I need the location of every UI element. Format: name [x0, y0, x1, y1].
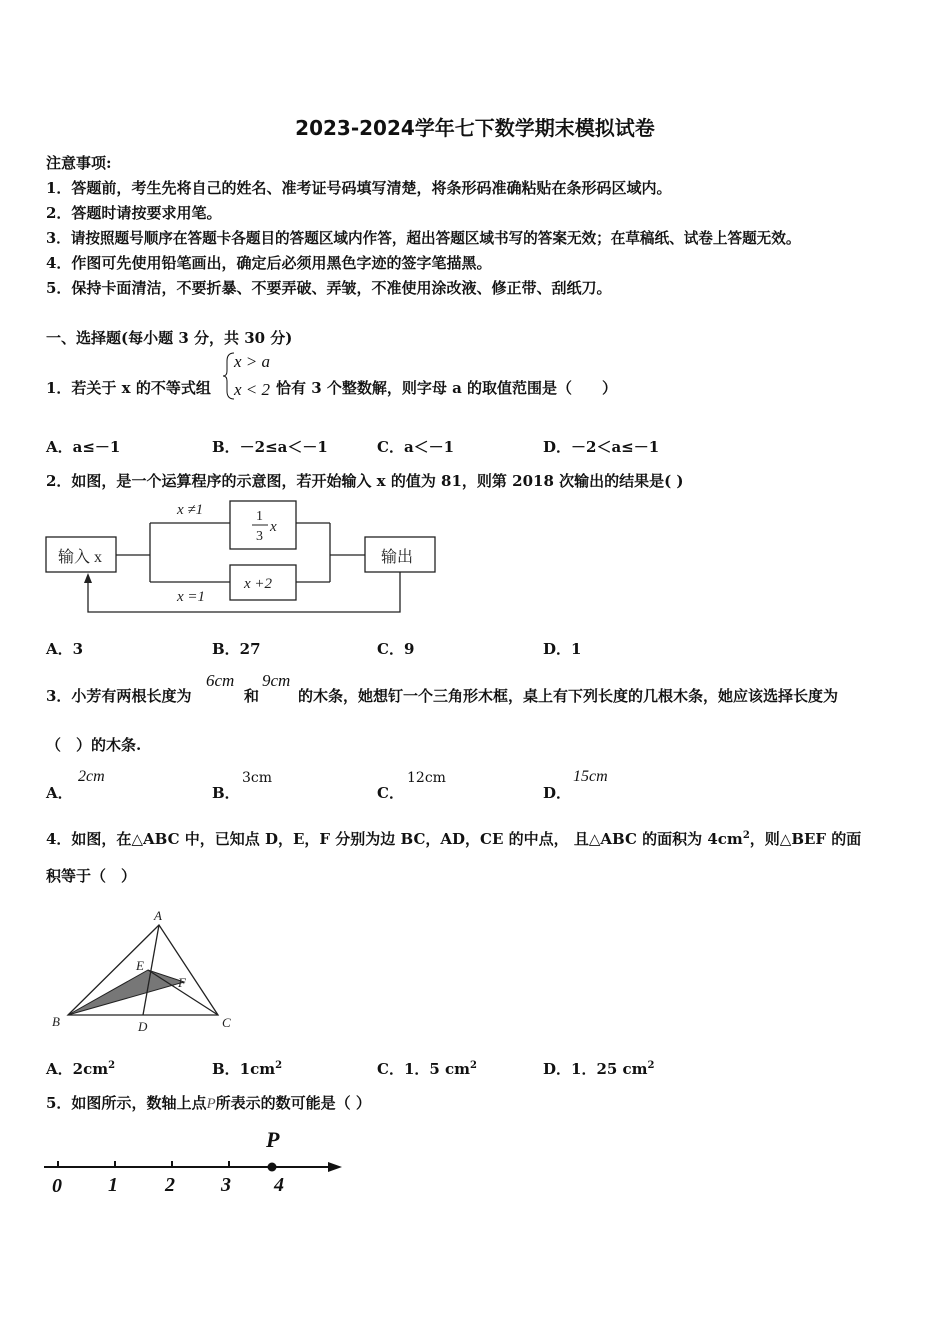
q1-system-bottom: x < 2: [234, 380, 271, 399]
q1-option-c: C．a＜－1: [377, 438, 455, 456]
tick-2: 2: [165, 1174, 175, 1196]
label-c: C: [222, 1015, 231, 1030]
page-title: 2023-2024学年七下数学期末模拟试卷: [295, 116, 655, 140]
q5-var: P: [206, 1096, 216, 1112]
q4-line2: 积等于（ ）: [46, 867, 137, 885]
frac-num: 1: [256, 509, 263, 524]
q3-option-b-value: 3cm: [242, 770, 273, 786]
q4-option-a: A．$2cm^2$: [46, 1060, 116, 1078]
q3-part3: 的木条，她想钉一个三角形木框，桌上有下列长度的几根木条，她应该选择长度为: [298, 687, 839, 705]
label-d: D: [138, 1019, 148, 1034]
tick-0: 0: [52, 1175, 62, 1197]
q2-option-c: C．9: [377, 640, 415, 658]
notice-item-3: 3．请按照题号顺序在答题卡各题目的答题区域内作答，超出答题区域书写的答案无效；在草稿纸、试卷上答题无效。: [46, 230, 801, 247]
notice-heading: 注意事项:: [46, 154, 112, 172]
op-bottom-label: x +2: [244, 576, 273, 592]
q3-option-c-value: 12cm: [407, 770, 446, 786]
q5-part2: 所表示的数可能是（ ）: [215, 1094, 371, 1112]
cond-bottom: x =1: [177, 589, 206, 605]
q1-option-a: A．a≤－1: [46, 438, 121, 456]
q4-line1: [46, 828, 861, 849]
notice-item-4: 4．作图可先使用铅笔画出，确定后必须用黑色字迹的签字笔描黑。: [46, 254, 492, 272]
q2-option-a: A．3: [46, 640, 84, 658]
q2-text: 2．如图，是一个运算程序的示意图，若开始输入 x 的值为 81，则第 2018 次输出的结果是( ): [46, 472, 684, 490]
q3-option-b-letter: B．: [212, 784, 240, 802]
q3-option-d-value: 15cm: [573, 768, 608, 785]
q4-option-d: D．1．25 $cm^2$: [543, 1060, 655, 1078]
q4-line1-a: 4．如图，在△ABC 中，已知点 D，E，F 分别为边 BC，AD，CE 的中点， 且△ABC 的面积为 4cm: [46, 830, 743, 848]
notice-item-2: 2．答题时请按要求用笔。: [46, 204, 222, 222]
q3-len1: 6cm: [206, 671, 235, 690]
frac-den: 3: [256, 529, 263, 544]
notice-item-5: 5．保持卡面清洁，不要折暴、不要弄破、弄皱，不准使用涂改液、修正带、刮纸刀。: [46, 279, 612, 297]
q3-option-a-value: 2cm: [78, 768, 105, 785]
notice-item-1: 1．答题前，考生先将自己的姓名、准考证号码填写清楚，将条形码准确粘贴在条形码区域内。: [46, 179, 672, 197]
tick-4: 4: [274, 1174, 284, 1196]
q2-flow-diagram: [40, 495, 440, 620]
label-b: B: [52, 1014, 60, 1029]
output-label: 输出: [381, 549, 414, 566]
label-e: E: [136, 958, 144, 973]
point-p-label: P: [266, 1127, 280, 1152]
q3-line2: （ ）的木条.: [46, 736, 142, 754]
q4-option-b: B．$1cm^2$: [212, 1060, 283, 1078]
q1-prefix: 1．若关于 x 的不等式组: [46, 379, 211, 397]
q3-option-c-letter: C．: [377, 784, 404, 802]
q5-part1: 5．如图所示，数轴上点: [46, 1094, 207, 1112]
tick-3: 3: [221, 1174, 231, 1196]
q4-triangle-figure: [46, 905, 246, 1040]
q1-system-top: x > a: [234, 352, 271, 371]
label-a: A: [154, 908, 162, 923]
q4-option-c: C．1．5 $cm^2$: [377, 1060, 478, 1078]
cond-top: x ≠1: [177, 502, 204, 518]
q4-line1-sup: 2: [742, 830, 750, 841]
q3-len2: 9cm: [262, 671, 291, 690]
section-heading: 一、选择题(每小题 3 分，共 30 分): [46, 329, 293, 347]
tick-1: 1: [108, 1174, 118, 1196]
q3-option-d-letter: D．: [543, 784, 572, 802]
q2-option-d: D．1: [543, 640, 582, 658]
q3-option-a-letter: A．: [46, 784, 73, 802]
q3-part2: 和: [244, 687, 260, 705]
label-f: F: [178, 975, 186, 990]
q4-line1-b: ，则△BEF 的面: [749, 830, 862, 848]
q3-part1: 3．小芳有两根长度为: [46, 687, 192, 705]
q1-option-d: D．－2＜a≤－1: [543, 438, 660, 456]
frac-var: x: [270, 519, 277, 535]
q5-number-line: [40, 1125, 350, 1200]
q5-line: [46, 1092, 371, 1113]
q2-option-b: B．27: [212, 640, 261, 658]
q1-suffix: 恰有 3 个整数解，则字母 a 的取值范围是（ ）: [276, 379, 618, 397]
input-label: 输入 x: [58, 549, 103, 566]
q1-option-b: B．－2≤a＜－1: [212, 438, 328, 456]
